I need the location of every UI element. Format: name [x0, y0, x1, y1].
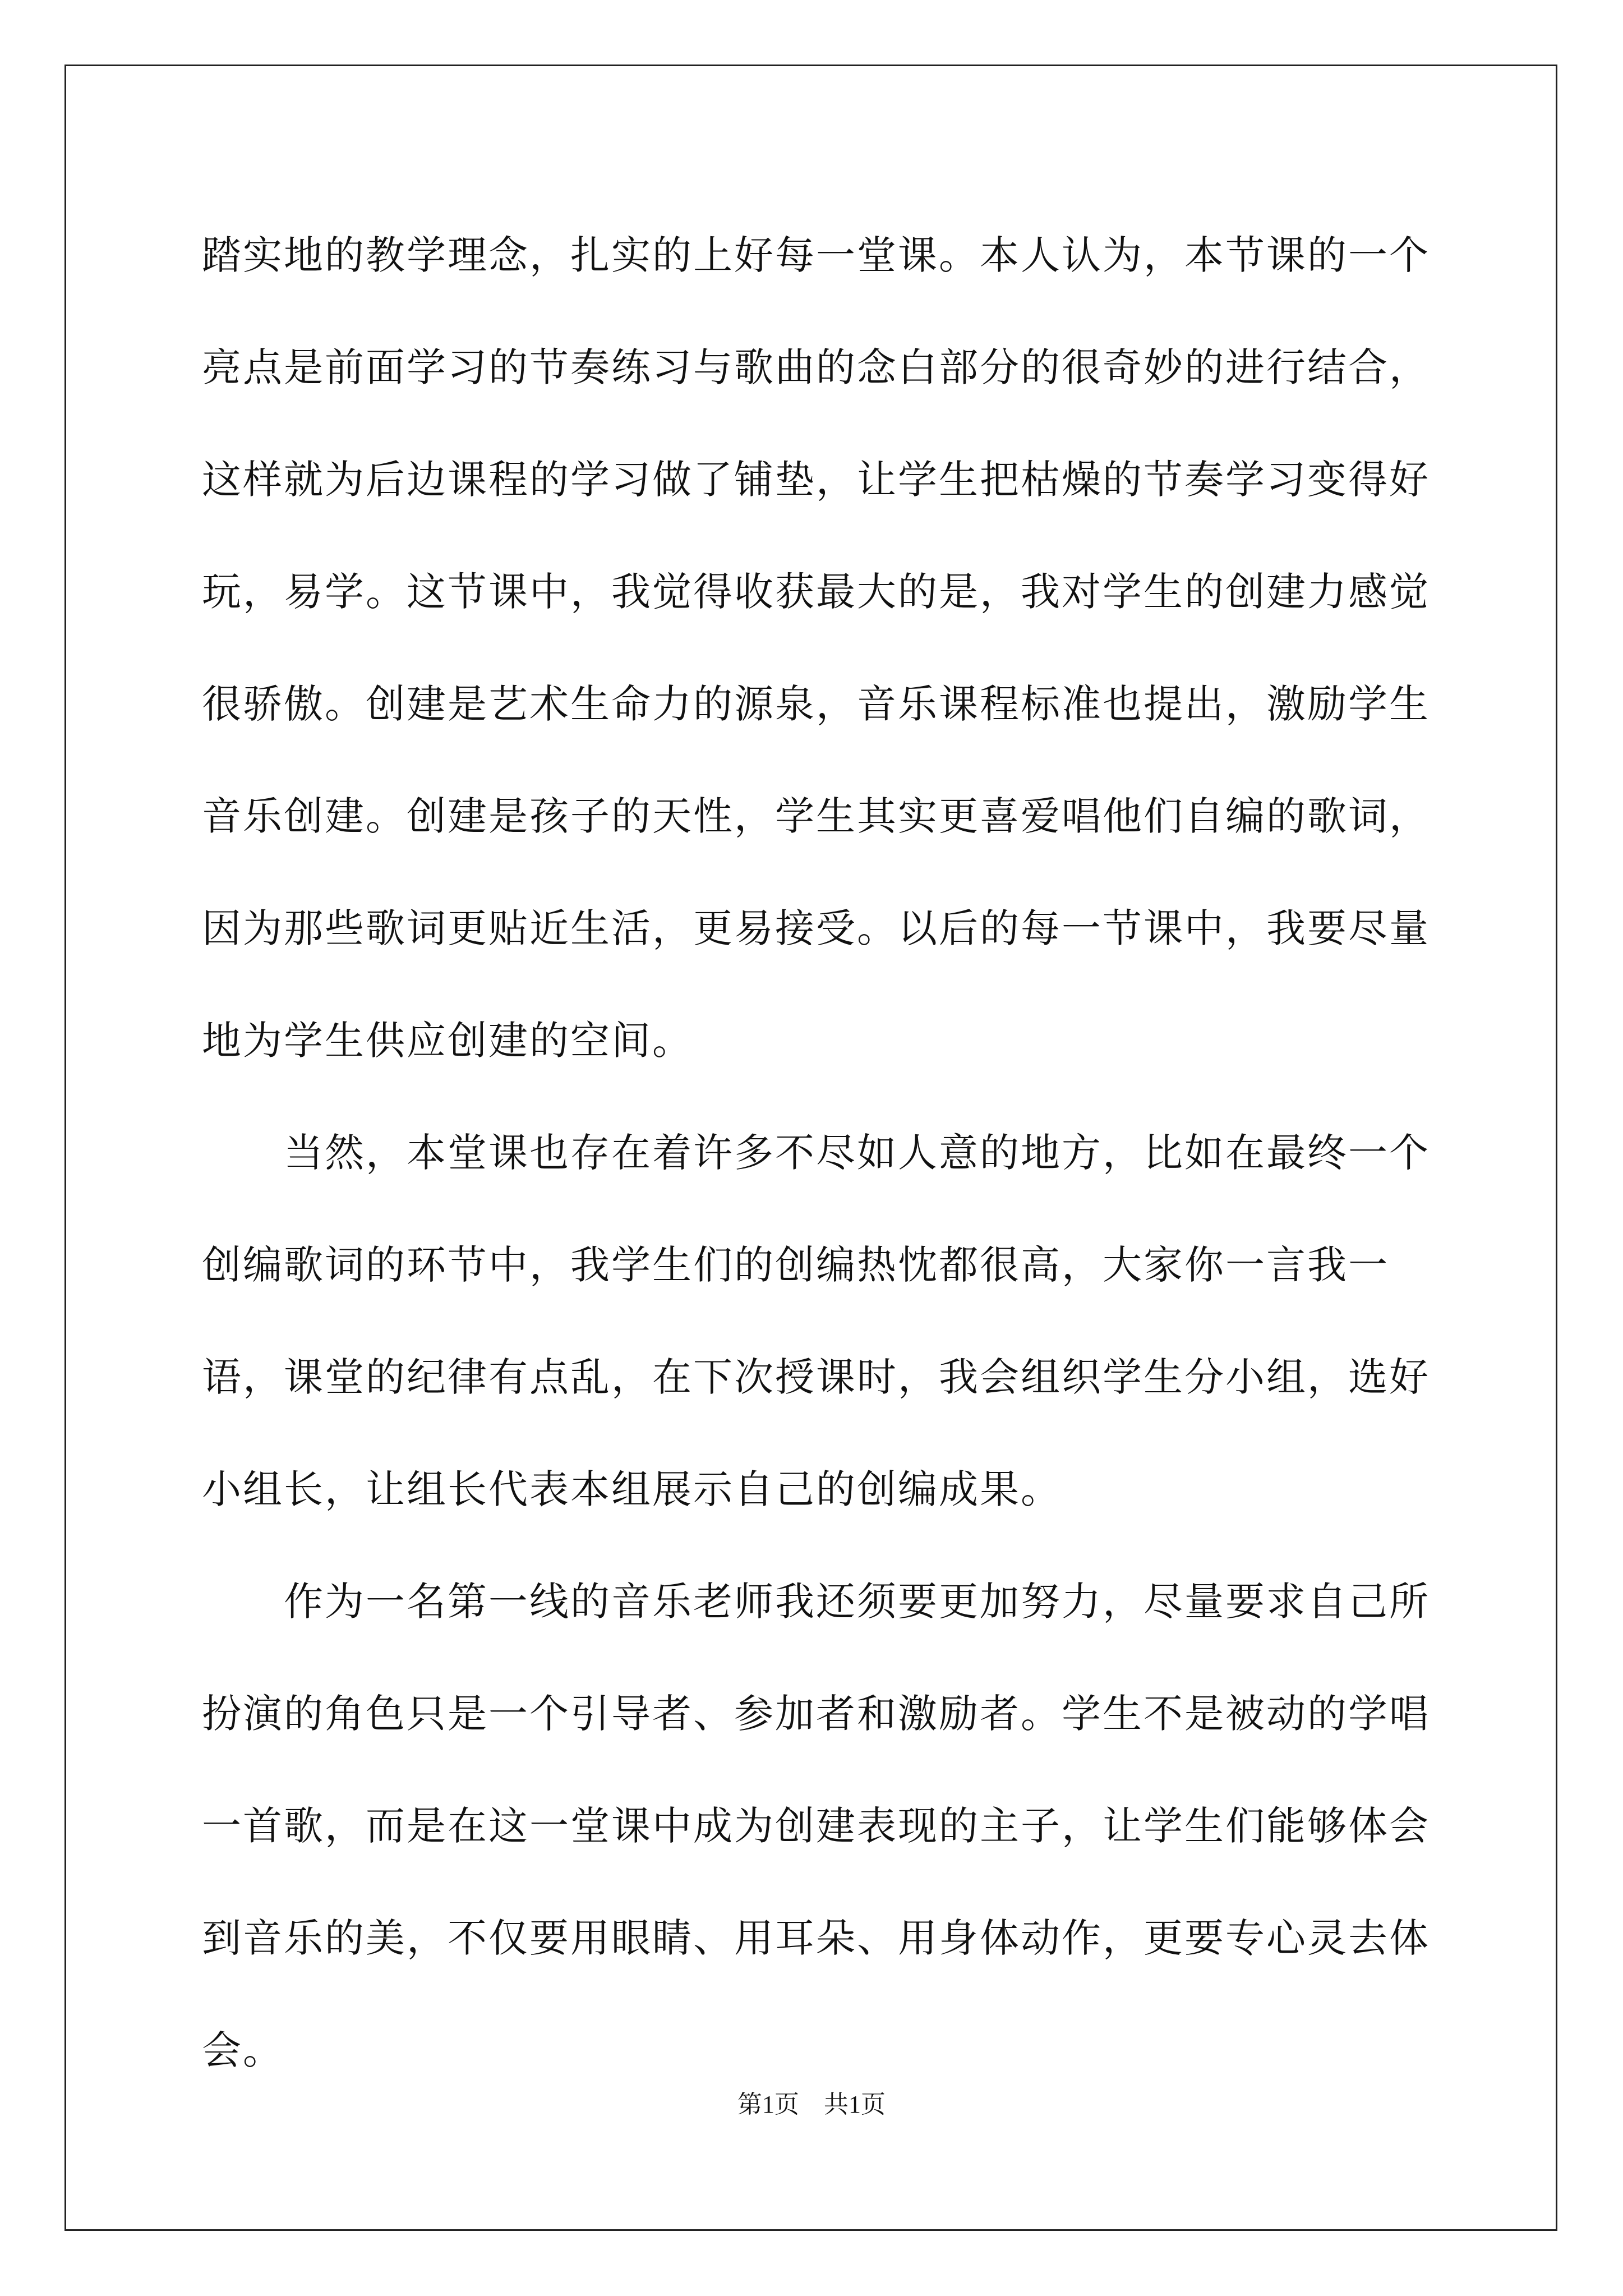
page-number-footer: 第1页 共1页	[737, 2091, 886, 2118]
document-body	[202, 199, 1436, 2106]
paragraph-1: 踏实地的教学理念，扎实的上好每一堂课。本人认为，本节课的一个亮点是前面学习的节奏练习与歌曲的念白部分的很奇妙的进行结合，这样就为后边课程的学习做了铺垫，让学生把枯燥的节奏学习变得好玩，易学。这节课中，我觉得收获最大的是，我对学生的创建力感觉很骄傲。创建是艺术生命力的源泉，音乐课程标准也提出，激励学生音乐创建。创建是孩子的天性，学生其实更喜爱唱他们自编的歌词，因为那些歌词更贴近生活，更易接受。以后的每一节课中，我要尽量地为学生供应创建的空间。	[202, 232, 1430, 1064]
paragraph-2: 当然，本堂课也存在着许多不尽如人意的地方，比如在最终一个创编歌词的环节中，我学生们的创编热忱都很高，大家你一言我一语，课堂的纪律有点乱，在下次授课时，我会组织学生分小组，选好小组长，让组长代表本组展示自己的创编成果。	[202, 1130, 1430, 1512]
paragraph-3: 作为一名第一线的音乐老师我还须要更加努力，尽量要求自己所扮演的角色只是一个引导者、参加者和激励者。学生不是被动的学唱一首歌，而是在这一堂课中成为创建表现的主子，让学生们能够体会到音乐的美，不仅要用眼睛、用耳朵、用身体动作，更要专心灵去体会。	[202, 1579, 1430, 2073]
